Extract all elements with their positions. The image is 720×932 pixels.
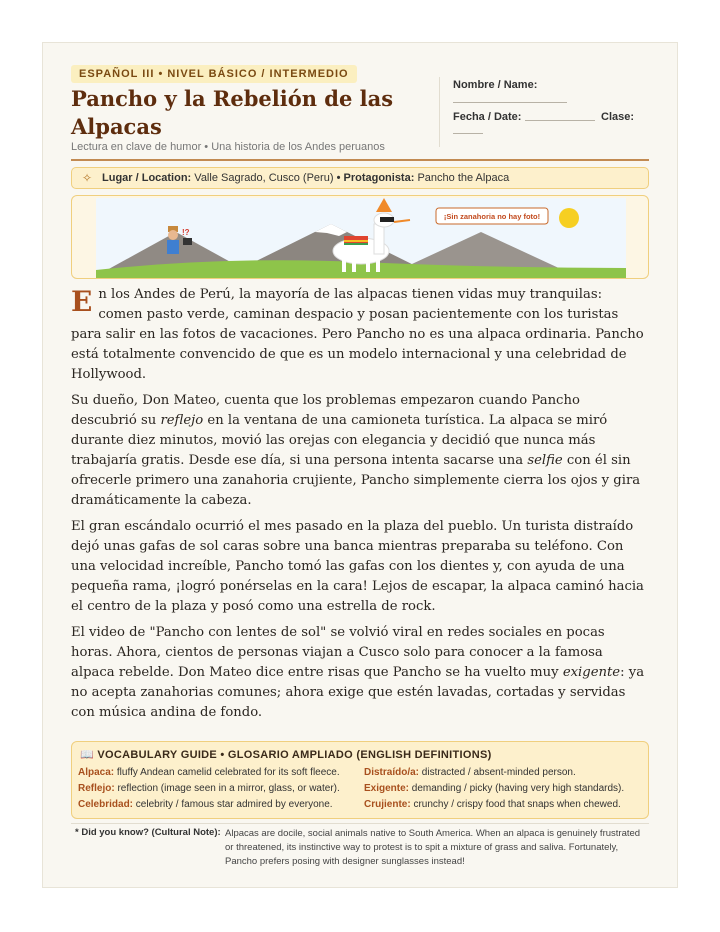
date-label: Fecha / Date: — [453, 111, 522, 123]
sun-icon — [559, 208, 579, 228]
class-label: Clase: — [601, 111, 635, 123]
cultural-note-label: * Did you know? (Cultural Note): — [75, 827, 221, 838]
sparkle-icon: ✧ — [82, 171, 93, 185]
story-paragraph: En los Andes de Perú, la mayoría de las alpacas tienen vidas muy tranquilas: comen pasto verde, caminan despacio y posan pacientemente con los turistas para salir en las fotos de vacaciones. Pero Pancho no es una alpaca ordinaria. Pancho está totalmente convencido de que es un modelo internacional y una celebridad de Hollywood. — [71, 285, 644, 382]
vocab-heading: VOCABULARY GUIDE • GLOSARIO AMPLIADO (ENGLISH DEFINITIONS) — [97, 749, 492, 761]
story-paragraph: El gran escándalo ocurrió el mes pasado en la plaza del pueblo. Un turista distraído dejó unas gafas de sol caras sobre una banca mientras preparaba su teléfono. Con una velocidad increíble, Pancho tomó las gafas con los dientes y, con ayuda de una pequeña rama, ¡logró ponérselas en la cara! Lejos de escapar, la alpaca caminó hacia el centro de la plaza y posó como una estrella de rock. — [71, 519, 644, 614]
protagonist-label: Protagonista: — [343, 172, 415, 184]
vocab-term-selfie: selfie — [527, 453, 563, 468]
story-paragraph: El video de "Pancho con lentes de sol" se volvió viral en redes sociales en pocas horas. Ahora, cientos de personas viajan a Cusco solo para conocer a la famosa alpaca rebelde. Don Mateo dice entre risas que Pancho se ha vuelto muy exigente: ya no acepta zanahorias comunes; ahora exige que estén lavadas, cortadas y servidas con música andina de fondo. — [71, 625, 645, 720]
sunglasses-icon — [380, 217, 394, 222]
story-text — [71, 285, 649, 729]
worksheet-page — [42, 42, 678, 888]
class-input-line[interactable] — [453, 133, 483, 134]
name-label: Nombre / Name: — [453, 79, 538, 91]
course-level-badge: ESPAÑOL III • NIVEL BÁSICO / INTERMEDIO — [71, 65, 357, 83]
location-separator: • — [336, 172, 341, 184]
location-bar — [71, 167, 649, 189]
vocab-item: Alpaca: fluffy Andean camelid celebrated for its soft fleece. — [78, 767, 340, 778]
name-input-line[interactable] — [453, 102, 567, 103]
vocab-item: Exigente: demanding / picky (having very high standards). — [364, 783, 625, 794]
header-divider — [439, 77, 440, 147]
page-title: Pancho y la Rebelión de las Alpacas — [71, 86, 394, 139]
protagonist-value: Pancho the Alpaca — [417, 172, 510, 184]
page-subtitle: Lectura en clave de humor • Una historia de los Andes peruanos — [71, 141, 385, 153]
location-label: Lugar / Location: — [102, 172, 192, 184]
location-value: Valle Sagrado, Cusco (Peru) — [194, 172, 334, 184]
vocab-item: Distraído/a: distracted / absent-minded person. — [364, 767, 576, 778]
speech-bubble-text: ¡Sin zanahoria no hay foto! — [443, 212, 541, 221]
story-paragraph: Su dueño, Don Mateo, cuenta que los problemas empezaron cuando Pancho descubrió su reflejo en la ventana de una camioneta turística. La alpaca se miró durante diez minutos, movió las orejas con elegancia y decidió que nunca más trabajaría gratis. Desde ese día, si una persona intenta sacarse una selfie con él sin ofrecerle primero una zanahoria crujiente, Pancho simplemente cierra los ojos y gira dramáticamente la cabeza. — [71, 393, 641, 508]
date-input-line[interactable] — [525, 120, 595, 121]
vocab-term-exigente: exigente — [562, 665, 621, 680]
vocabulary-guide — [71, 741, 649, 819]
andes-scene-illustration — [96, 198, 626, 278]
book-icon: 📖 — [80, 749, 94, 761]
tourist-exclaim: !? — [182, 228, 190, 237]
vocab-term-reflejo: reflejo — [160, 413, 204, 428]
cultural-note-text: Alpacas are docile, social animals native to South America. When an alpaca is genuinely frustrated or threatened, its instinctive way to protest is to spit a mixture of grass and saliva. Fortunately, Pancho prefers posing with designer sunglasses instead! — [225, 828, 641, 867]
header-rule — [71, 159, 649, 161]
story-illustration — [71, 195, 649, 279]
vocab-item: Reflejo: reflection (image seen in a mirror, glass, or water). — [78, 783, 340, 794]
vocab-item: Crujiente: crunchy / crispy food that snaps when chewed. — [364, 799, 621, 810]
drop-cap: E — [71, 285, 93, 318]
note-divider — [71, 823, 649, 824]
vocab-item: Celebridad: celebrity / famous star admired by everyone. — [78, 799, 333, 810]
